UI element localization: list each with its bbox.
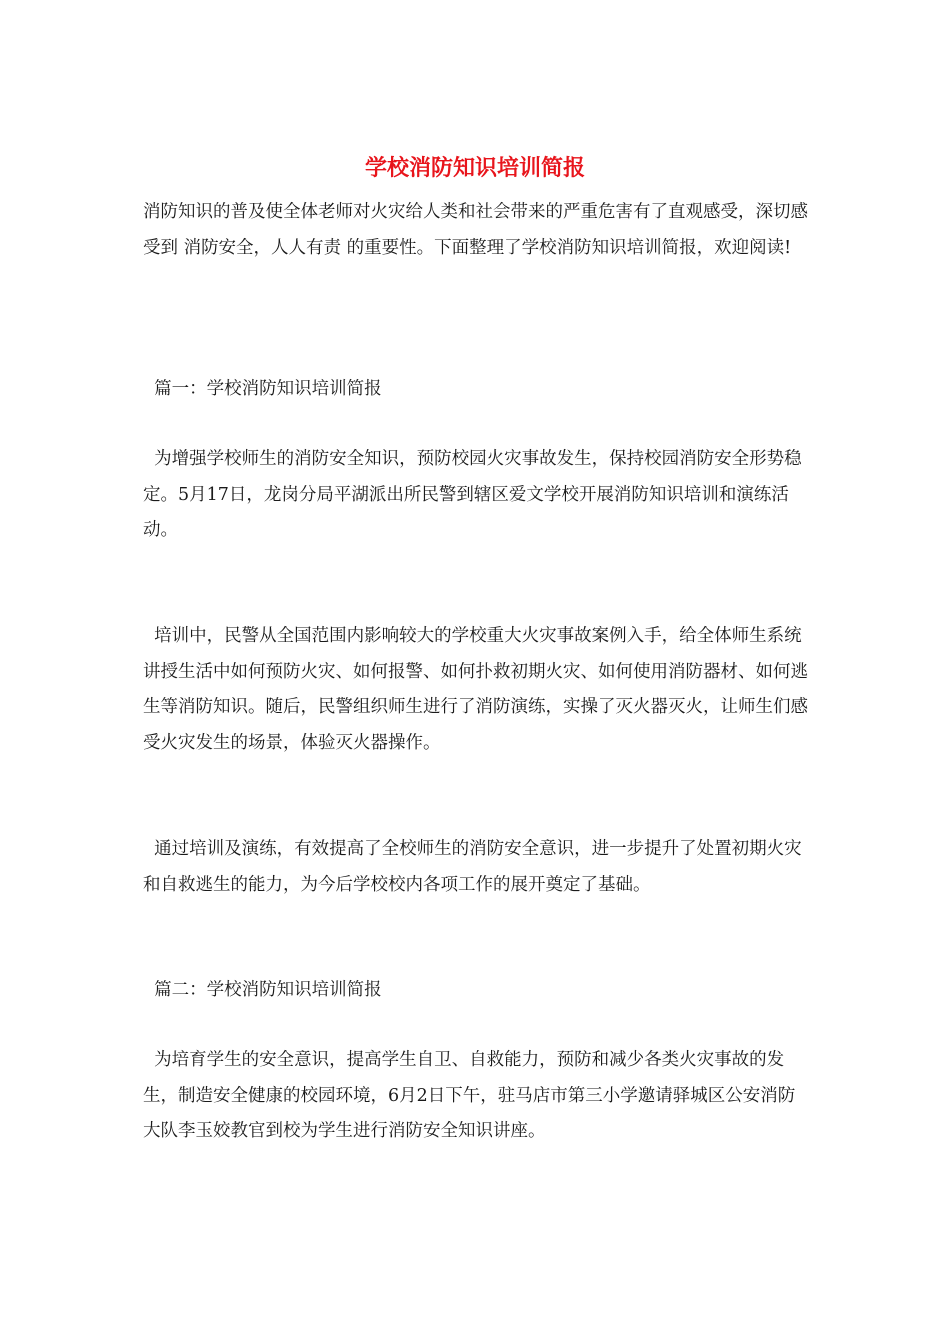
section1-heading: 篇一：学校消防知识培训简报	[143, 379, 382, 399]
page-title: 学校消防知识培训简报	[364, 155, 585, 181]
section2-heading: 篇二：学校消防知识培训简报	[143, 980, 382, 1000]
section1-paragraph-1: 为增强学校师生的消防安全知识，预防校园火灾事故发生，保持校园消防安全形势稳定。5月17日，龙岗分局平湖派出所民警到辖区爱文学校开展消防知识培训和演练活动。	[143, 449, 802, 540]
section1-paragraph-2: 培训中，民警从全国范围内影响较大的学校重大火灾事故案例入手，给全体师生系统讲授生活中如何预防火灾、如何报警、如何扑救初期火灾、如何使用消防器材、如何逃生等消防知识。随后，民警组织师生进行了消防演练，实操了灭火器灭火，让师生们感受火灾发生的场景，体验灭火器操作。	[143, 626, 808, 753]
section1-paragraph-3: 通过培训及演练，有效提高了全校师生的消防安全意识，进一步提升了处置初期火灾和自救逃生的能力，为今后学校校内各项工作的展开奠定了基础。	[143, 839, 802, 895]
section2-paragraph-1: 为培育学生的安全意识，提高学生自卫、自救能力，预防和减少各类火灾事故的发生，制造安全健康的校园环境，6月2日下午，驻马店市第三小学邀请驿城区公安消防大队李玉姣教官到校为学生进行消防安全知识讲座。	[143, 1050, 796, 1141]
intro-paragraph: 消防知识的普及使全体老师对火灾给人类和社会带来的严重危害有了直观感受，深切感受到 消防安全，人人有责 的重要性。下面整理了学校消防知识培训简报，欢迎阅读!	[143, 202, 808, 258]
